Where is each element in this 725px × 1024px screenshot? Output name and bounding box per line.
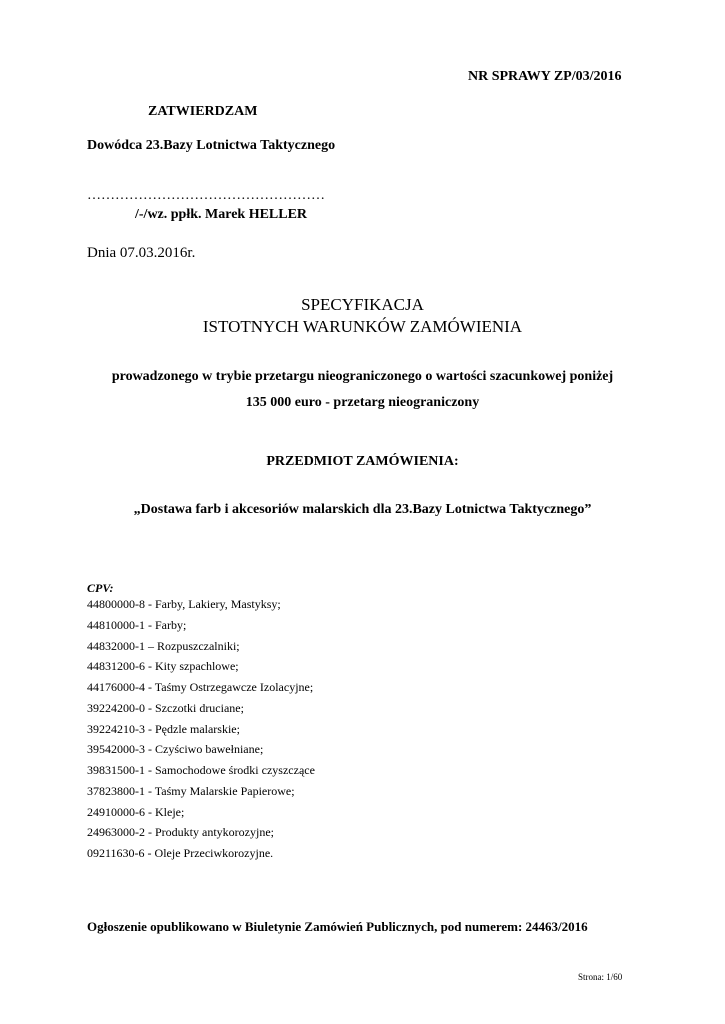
cpv-item: 39224210-3 - Pędzle malarskie; [87, 721, 240, 736]
procedure-line-2: 135 000 euro - przetarg nieograniczony [245, 395, 480, 410]
cpv-item: 39224200-0 - Szczotki druciane; [87, 700, 244, 715]
signature-line: …………………………………………… [87, 188, 325, 203]
cpv-item: 39542000-3 - Czyściwo bawełniane; [87, 742, 264, 757]
subject-heading: PRZEDMIOT ZAMÓWIENIA: [266, 454, 459, 469]
approval-label: ZATWIERDZAM [148, 104, 258, 119]
cpv-list [87, 597, 315, 867]
publication-notice: Ogłoszenie opublikowano w Biuletynie Zamówień Publicznych, pod numerem: 24463/2016 [87, 919, 588, 934]
subject-text: „Dostawa farb i akcesoriów malarskich dla 23.Bazy Lotnictwa Taktycznego” [133, 502, 592, 517]
cpv-item: 09211630-6 - Oleje Przeciwkorozyjne. [87, 846, 274, 860]
page-number: Strona: 1/60 [578, 972, 623, 982]
document-subtitle: ISTOTNYCH WARUNKÓW ZAMÓWIENIA [202, 317, 523, 336]
cpv-item: 44810000-1 - Farby; [87, 617, 187, 632]
cpv-item: 37823800-1 - Taśmy Malarskie Papierowe; [87, 783, 295, 798]
cpv-item: 44800000-8 - Farby, Lakiery, Mastyksy; [87, 597, 281, 611]
commander-title: Dowódca 23.Bazy Lotnictwa Taktycznego [87, 138, 336, 153]
cpv-item: 39831500-1 - Samochodowe środki czyszczące [87, 763, 315, 777]
cpv-heading: CPV: [87, 581, 114, 595]
signatory: /-/wz. ppłk. Marek HELLER [135, 207, 308, 222]
case-number: NR SPRAWY ZP/03/2016 [468, 69, 622, 84]
cpv-item: 44832000-1 – Rozpuszczalniki; [87, 638, 240, 653]
document-date: Dnia 07.03.2016r. [87, 245, 196, 261]
document-title: SPECYFIKACJA [301, 295, 424, 314]
cpv-item: 24910000-6 - Kleje; [87, 804, 185, 819]
procedure-line-1: prowadzonego w trybie przetargu nieograniczonego o wartości szacunkowej poniżej [111, 369, 614, 384]
cpv-item: 24963000-2 - Produkty antykorozyjne; [87, 825, 274, 840]
cpv-item: 44176000-4 - Taśmy Ostrzegawcze Izolacyjne; [87, 680, 314, 694]
cpv-item: 44831200-6 - Kity szpachlowe; [87, 659, 239, 674]
